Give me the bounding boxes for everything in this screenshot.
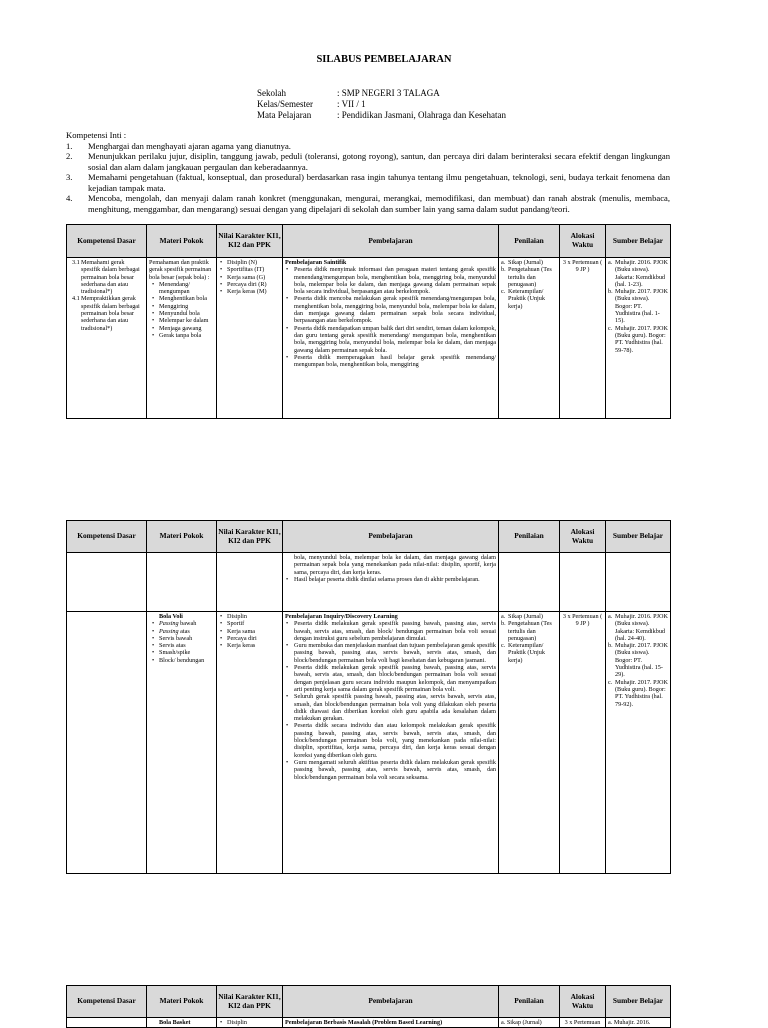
pembelajaran-cell (283, 553, 499, 612)
ki-number: 1. (66, 140, 73, 151)
pembelajaran-continued: bola, menyundul bola, melempar bola ke dalam, dan menjaga gawang dalam permainan sepak bola yang menekankan pada nilai-nilai: disiplin, sportif, kerja sama, percaya diri, dan kerja keras. (294, 554, 496, 576)
list-item (501, 259, 557, 266)
penilaian-cell (499, 1018, 560, 1028)
list-item: • Kerja sama (219, 628, 280, 635)
list-text: Pengetahuan (Tes tertulis dan penugasan) (508, 620, 552, 642)
list-item: • Peserta didik memperagakan hasil belajar gerak spesifik menendang/ mengumpan bola, menghentikan bola, menggiring (285, 354, 496, 369)
ki-text: Memahami pengetahuan (faktual, konseptual, dan prosedural) berdasarkan rasa ingin tahunya tentang ilmu pengetahuan, teknologi, seni, budaya terkait fenomena dan kejadian tampak mata. (88, 172, 670, 193)
table-row (67, 258, 671, 419)
list-text: Muhajir. 2017. PJOK (Buku siswa). Bogor: PT. Yudhistira (hal. 15-29). (615, 642, 668, 679)
header-sumber-belajar: Sumber Belajar (606, 225, 671, 258)
kd-number: 3.1 (72, 259, 80, 266)
ki-item (66, 193, 670, 214)
list-item: • Peserta didik melakukan gerak spesifik passing bawah, passing atas, servis bawah, servis atas, smash, dan block/ bendungan permainan bola voli sesuai dengan instruksi guru sebelum pembelajaran dimulai. (285, 620, 496, 642)
list-marker: b. (608, 642, 613, 650)
kd-item (69, 259, 144, 295)
list-item (149, 635, 214, 642)
info-label: Kelas/Semester (257, 99, 313, 109)
school-info (257, 88, 506, 121)
kd-text: Memahami gerak spesifik dalam berbagai permainan bola besar sederhana dan atau tradisional*) (81, 259, 140, 296)
list-item (149, 628, 214, 635)
penilaian-cell (499, 553, 560, 612)
ki-number: 2. (66, 151, 73, 161)
sumber-cell (606, 258, 671, 419)
info-label: Sekolah (257, 88, 286, 98)
list-item: • Seluruh gerak spesifik passing bawah, passing atas, servis bawah, servis atas, smash, dan block/bendungan permainan bola voli yang dilakukan oleh peserta didik diawasi dan diberikan koreksi oleh guru apabila ada kesalahan dalam melakukan gerakan. (285, 693, 496, 722)
header-kompetensi-dasar: Kompetensi Dasar (67, 225, 147, 258)
info-label: Mata Pelajaran (257, 110, 312, 120)
penilaian-cell (499, 612, 560, 874)
list-item: • Kerja keras (M) (219, 288, 280, 295)
page-title: SILABUS PEMBELAJARAN (316, 54, 452, 65)
list-item (501, 288, 557, 310)
kd-cell (67, 553, 147, 612)
list-item: • Gerak tanpa bola (149, 332, 214, 339)
list-text: bawah (178, 620, 197, 628)
header-materi-pokok: Materi Pokok (147, 986, 217, 1018)
list-item: • Kerja keras (219, 642, 280, 649)
header-alokasi-waktu: Alokasi Waktu (560, 521, 606, 553)
table-row (67, 1018, 671, 1028)
nilai-cell (217, 612, 283, 874)
list-item (608, 259, 668, 288)
list-item (608, 679, 668, 708)
materi-title: Bola Basket (159, 1019, 191, 1026)
list-item: • Percaya diri (R) (219, 281, 280, 288)
list-marker: b. (608, 288, 613, 296)
list-item: • Peserta didik mendapatkan umpan balik dari diri sendiri, teman dalam kelompok, dan guru tentang gerak spesifik menendang/ mengumpan bola, menghentikan bola, menggiring bola, menyundul bola, melempar bola ke dalam, dan menjaga gawang dalam permainan sepak bola. (285, 325, 496, 354)
list-item (501, 613, 557, 620)
list-item (608, 613, 668, 642)
list-text: Servis atas (159, 642, 186, 650)
table-row (67, 553, 671, 612)
list-item: • Sportifitas (IT) (219, 266, 280, 273)
list-item (149, 657, 214, 664)
list-item: • Menyundul bola (149, 310, 214, 317)
ki-text: Menunjukkan perilaku jujur, disiplin, tanggung jawab, peduli (toleransi, gotong royong), santun, dan percaya diri dalam berinteraksi secara efektif dengan lingkungan sosial dan alam dalam jangkauan pergaulan dan keberadaannya. (88, 151, 670, 172)
list-item: • Guru membuka dan menjelaskan manfaat dan tujuan pembelajaran gerak spesifik passing bawah, passing atas, servis bawah, servis atas, smash, dan block/bendungan permainan bola voli bagi kesehatan dan kebugaran jasmani. (285, 642, 496, 664)
list-item: • Disiplin (219, 613, 280, 620)
pembelajaran-cell (283, 258, 499, 419)
list-text: Muhajir. 2017. PJOK (Buku guru). Bogor: PT. Yudhistira (hal. 79-92). (615, 678, 668, 708)
list-italic: Passing (159, 627, 179, 635)
ki-item (66, 151, 670, 172)
kd-number: 4.1 (72, 295, 80, 303)
header-materi-pokok: Materi Pokok (147, 225, 217, 258)
header-kompetensi-dasar: Kompetensi Dasar (67, 521, 147, 553)
ki-number: 4. (66, 193, 73, 203)
table-row (67, 612, 671, 874)
list-item (501, 266, 557, 288)
ki-item (66, 141, 670, 152)
alokasi-text: 3 x Pertemuan ( 9 JP ) (562, 259, 603, 274)
list-marker: a. (501, 259, 506, 266)
header-pembelajaran: Pembelajaran (283, 225, 499, 258)
materi-cell (147, 258, 217, 419)
list-text: Sikap (Jurnal) (508, 613, 543, 620)
list-marker: c. (501, 642, 506, 650)
list-item: • Melempar ke dalam (149, 317, 214, 324)
header-sumber-belajar: Sumber Belajar (606, 521, 671, 553)
list-item: • Peserta didik mencoba melakukan gerak spesifik menendang/mengumpan bola, menghentikan bola, menggiring bola, menyundul bola, melempar bola ke dalam, dan menjaga gawang dalam permainan sepak bola secara individual, berpasangan atau berkelompok. (285, 295, 496, 324)
list-text: a. Sikap (Jurnal) (501, 1019, 542, 1026)
info-row-class (257, 99, 506, 110)
kompetensi-inti (66, 130, 670, 214)
list-item: • Peserta didik secara individu dan atau kelompok melakukan gerak spesifik passing bawah, passing atas, servis bawah, servis atas, smash, dan block/bendungan permainan bola voli, yang menekankan pada nilai-nilai: disiplin, sportifitas, kerja sama, percaya diri, dan kerja keras sesuai dengan koreksi yang diberikan oleh guru. (285, 722, 496, 758)
pembelajaran-title: Pembelajaran Saintifik (285, 259, 347, 266)
syllabus-table-3 (66, 985, 671, 1028)
list-item (608, 325, 668, 354)
list-text: Smash/spike (159, 649, 191, 657)
header-penilaian: Penilaian (499, 986, 560, 1018)
list-item (608, 642, 668, 678)
materi-title: Bola Voli (159, 613, 183, 620)
list-marker: c. (608, 324, 613, 332)
list-item: • Peserta didik melakukan gerak spesifik passing bawah, passing atas, servis bawah, servis atas, smash, dan block/bendungan permainan bola voli sesuai dengan penjelasan guru secara individu maupun kelompok, dan menyampaikan arti penting kerja sama dalam gerak spesifik permainan bola voli. (285, 664, 496, 693)
list-marker: a. (608, 259, 613, 266)
list-item: • Sportif (219, 620, 280, 627)
alokasi-text: 3 x Pertemuan ( 9 JP ) (562, 613, 603, 628)
list-item: • Menggiring (149, 303, 214, 310)
list-item: • Hasil belajar peserta didik dinilai selama proses dan di akhir pembelajaran. (285, 576, 496, 583)
kd-item (69, 295, 144, 331)
list-item: • Guru mengamati seluruh aktifitas peserta didik dalam melakukan gerak spesifik passing bawah, passing atas, servis bawah, servis atas, smash, dan block/bendungan permainan bola voli secara seksama. (285, 759, 496, 781)
header-alokasi-waktu: Alokasi Waktu (560, 986, 606, 1018)
list-item: • Disiplin (219, 1019, 280, 1026)
list-text: Muhajir. 2016. PJOK (Buku siswa). Jakarta: Kemdikbud (hal. 1-23). (615, 259, 668, 288)
list-text: Keterampilan/ Praktik (Unjuk kerja) (508, 288, 545, 310)
list-text: Pengetahuan (Tes tertulis dan penugasan) (508, 266, 552, 288)
list-text: Servis bawah (159, 634, 193, 642)
list-text: Muhajir. 2016. PJOK (Buku siswa). Jakarta: Kemdikbud (hal. 24-40). (615, 613, 668, 642)
header-sumber-belajar: Sumber Belajar (606, 986, 671, 1018)
kd-cell (67, 612, 147, 874)
header-nilai-karakter: Nilai Karakter KI1, KI2 dan PPK (217, 521, 283, 553)
list-item: • Menghentikan bola (149, 295, 214, 302)
header-pembelajaran: Pembelajaran (283, 521, 499, 553)
table-header-row (67, 225, 671, 258)
list-text: Block/ bendungan (159, 656, 205, 664)
materi-cell (147, 553, 217, 612)
list-item: • Peserta didik menyimak informasi dan peragaan materi tentang gerak spesifik menendang/mengumpan bola, menghentikan bola, menggiring bola, menyundul bola, melempar bola ke dalam, dan menjaga gawang dalam permainan sepak bola secara individual, berpasangan atau berkelompok. (285, 266, 496, 295)
syllabus-table-2 (66, 520, 671, 874)
alokasi-cell (560, 612, 606, 874)
header-nilai-karakter: Nilai Karakter KI1, KI2 dan PPK (217, 986, 283, 1018)
list-item (608, 288, 668, 324)
list-item: • Percaya diri (219, 635, 280, 642)
info-row-school (257, 88, 506, 99)
list-item: • Menjaga gawang (149, 325, 214, 332)
nilai-cell (217, 553, 283, 612)
penilaian-cell (499, 258, 560, 419)
list-marker: c. (501, 288, 506, 296)
table-header-row (67, 986, 671, 1018)
materi-intro: Pemahaman dan praktik gerak spesifik permainan bola besar (sepak bola) : (149, 259, 212, 281)
list-marker: c. (608, 678, 613, 686)
sumber-cell (606, 1018, 671, 1028)
list-text: Muhajir. 2017. PJOK (Buku siswa). Bogor: PT. Yudhistira (hal. 1-15). (615, 288, 668, 325)
header-nilai-karakter: Nilai Karakter KI1, KI2 dan PPK (217, 225, 283, 258)
list-marker: a. (501, 613, 506, 620)
list-item: • Menendang/ mengumpan (149, 281, 214, 296)
list-item: • Disiplin (N) (219, 259, 280, 266)
ki-number: 3. (66, 172, 73, 182)
list-text: Keterampilan/ Praktik (Unjuk kerja) (508, 642, 545, 664)
alokasi-text: 3 x Pertemuan (564, 1019, 601, 1026)
materi-cell (147, 1018, 217, 1028)
list-item (501, 642, 557, 664)
materi-cell (147, 612, 217, 874)
header-pembelajaran: Pembelajaran (283, 986, 499, 1018)
header-alokasi-waktu: Alokasi Waktu (560, 225, 606, 258)
sumber-cell (606, 612, 671, 874)
list-text: atas (178, 627, 190, 635)
table-header-row (67, 521, 671, 553)
syllabus-table-1 (66, 224, 671, 419)
info-value: : Pendidikan Jasmani, Olahraga dan Kesehatan (337, 110, 506, 120)
kd-cell (67, 258, 147, 419)
list-item (149, 642, 214, 649)
list-text: Sikap (Jurnal) (508, 259, 543, 266)
alokasi-cell (560, 1018, 606, 1028)
pembelajaran-cell (283, 1018, 499, 1028)
list-item (149, 649, 214, 656)
info-value: : SMP NEGERI 3 TALAGA (337, 88, 440, 98)
list-marker: a. (608, 613, 613, 620)
header-materi-pokok: Materi Pokok (147, 521, 217, 553)
list-italic: Passing (159, 620, 179, 628)
sumber-cell (606, 553, 671, 612)
ki-item (66, 172, 670, 193)
ki-text: Mencoba, mengolah, dan menyaji dalam ranah konkret (menggunakan, mengurai, merangkai, memodifikasi, dan membuat) dan ranah abstrak (menulis, membaca, menghitung, menggambar, dan mengarang) sesuai dengan yang dipelajari di sekolah dan sumber lain yang sama dalam sudut pandang/teori. (88, 193, 670, 214)
list-marker: b. (501, 620, 506, 628)
alokasi-cell (560, 258, 606, 419)
ki-text: Menghargai dan menghayati ajaran agama yang dianutnya. (88, 140, 291, 151)
header-penilaian: Penilaian (499, 521, 560, 553)
pembelajaran-title: Pembelajaran Berbasis Masalah (Problem Based Learning) (285, 1019, 443, 1026)
list-item (501, 620, 557, 642)
header-penilaian: Penilaian (499, 225, 560, 258)
list-text: a. Muhajir. 2016. (608, 1019, 651, 1026)
kd-cell (67, 1018, 147, 1028)
header-kompetensi-dasar: Kompetensi Dasar (67, 986, 147, 1018)
list-text: Muhajir. 2017. PJOK (Buku guru). Bogor: PT. Yudhistira (hal. 59-78). (615, 324, 668, 354)
pembelajaran-cell (283, 612, 499, 874)
ki-heading: Kompetensi Inti : (66, 130, 127, 140)
kd-text: Mempraktikkan gerak spesifik dalam berbagai permainan bola besar sederhana dan atau tradisional*) (81, 295, 140, 332)
alokasi-cell (560, 553, 606, 612)
list-item (149, 620, 214, 627)
info-row-subject (257, 110, 506, 121)
info-value: : VII / 1 (337, 99, 366, 109)
list-marker: b. (501, 266, 506, 274)
list-item: • Kerja sama (G) (219, 274, 280, 281)
nilai-cell (217, 258, 283, 419)
nilai-cell (217, 1018, 283, 1028)
pembelajaran-title: Pembelajaran Inquiry/Discovery Learning (285, 613, 398, 620)
